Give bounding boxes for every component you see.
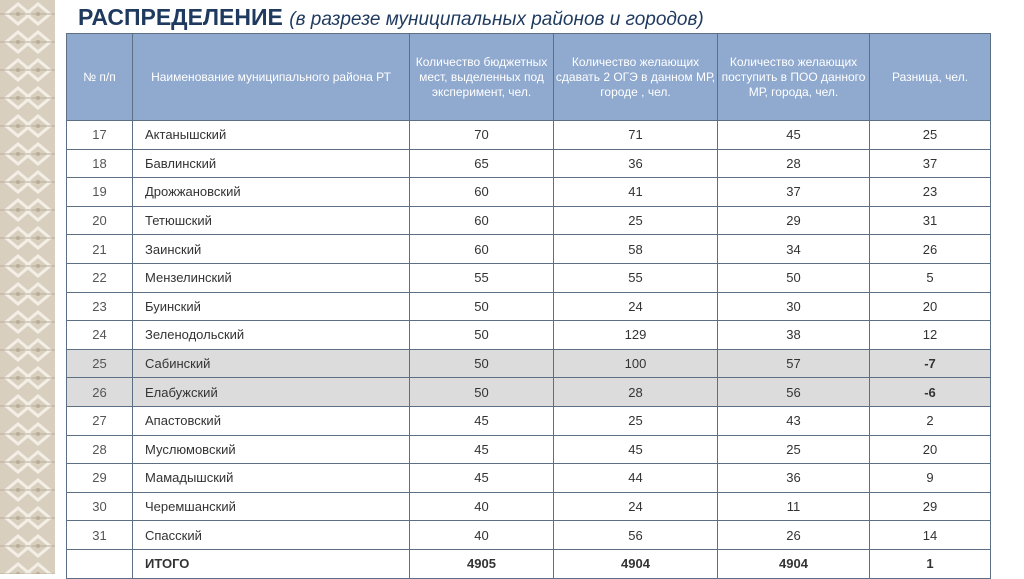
- row-number: 31: [67, 521, 133, 550]
- row-number: 26: [67, 378, 133, 407]
- header-district-name: Наименование муниципального района РТ: [133, 34, 410, 121]
- budget-places: 45: [410, 406, 554, 435]
- district-name: Муслюмовский: [133, 435, 410, 464]
- difference: 9: [870, 464, 991, 493]
- difference: -6: [870, 378, 991, 407]
- poo-applicants: 37: [718, 178, 870, 207]
- district-name: Спасский: [133, 521, 410, 550]
- total-oge-takers: 4904: [554, 549, 718, 578]
- oge-takers: 71: [554, 121, 718, 150]
- poo-applicants: 50: [718, 263, 870, 292]
- oge-takers: 58: [554, 235, 718, 264]
- budget-places: 40: [410, 521, 554, 550]
- oge-takers: 41: [554, 178, 718, 207]
- table-row: [67, 406, 991, 435]
- poo-applicants: 34: [718, 235, 870, 264]
- poo-applicants: 29: [718, 206, 870, 235]
- district-name: Мензелинский: [133, 263, 410, 292]
- difference: 12: [870, 321, 991, 350]
- budget-places: 50: [410, 321, 554, 350]
- district-name: Буинский: [133, 292, 410, 321]
- row-number: 18: [67, 149, 133, 178]
- district-name: Бавлинский: [133, 149, 410, 178]
- header-budget-places: Количество бюджетных мест, выделенных под эксперимент, чел.: [410, 34, 554, 121]
- title-subtitle: (в разрезе муниципальных районов и городов): [289, 9, 704, 30]
- poo-applicants: 45: [718, 121, 870, 150]
- poo-applicants: 11: [718, 492, 870, 521]
- row-number: 28: [67, 435, 133, 464]
- difference: 37: [870, 149, 991, 178]
- district-name: Актанышский: [133, 121, 410, 150]
- row-number: 27: [67, 406, 133, 435]
- oge-takers: 25: [554, 206, 718, 235]
- total-budget-places: 4905: [410, 549, 554, 578]
- poo-applicants: 43: [718, 406, 870, 435]
- difference: 25: [870, 121, 991, 150]
- oge-takers: 25: [554, 406, 718, 435]
- oge-takers: 28: [554, 378, 718, 407]
- budget-places: 55: [410, 263, 554, 292]
- oge-takers: 100: [554, 349, 718, 378]
- difference: -7: [870, 349, 991, 378]
- district-name: Тетюшский: [133, 206, 410, 235]
- table-row: [67, 178, 991, 207]
- oge-takers: 55: [554, 263, 718, 292]
- table-row: [67, 292, 991, 321]
- header-difference: Разница, чел.: [870, 34, 991, 121]
- budget-places: 70: [410, 121, 554, 150]
- total-label: ИТОГО: [133, 549, 410, 578]
- difference: 31: [870, 206, 991, 235]
- district-name: Елабужский: [133, 378, 410, 407]
- distribution-table: [66, 33, 991, 579]
- budget-places: 45: [410, 464, 554, 493]
- poo-applicants: 30: [718, 292, 870, 321]
- budget-places: 60: [410, 206, 554, 235]
- poo-applicants: 38: [718, 321, 870, 350]
- ornament-pattern: [0, 0, 55, 574]
- row-number: 22: [67, 263, 133, 292]
- row-number: 17: [67, 121, 133, 150]
- row-number: 29: [67, 464, 133, 493]
- poo-applicants: 26: [718, 521, 870, 550]
- difference: 26: [870, 235, 991, 264]
- district-name: Заинский: [133, 235, 410, 264]
- district-name: Мамадышский: [133, 464, 410, 493]
- difference: 20: [870, 292, 991, 321]
- oge-takers: 24: [554, 492, 718, 521]
- oge-takers: 129: [554, 321, 718, 350]
- row-number: 25: [67, 349, 133, 378]
- oge-takers: 45: [554, 435, 718, 464]
- row-number: 20: [67, 206, 133, 235]
- oge-takers: 36: [554, 149, 718, 178]
- difference: 5: [870, 263, 991, 292]
- table-row: [67, 149, 991, 178]
- table-row: [67, 464, 991, 493]
- header-number: № п/п: [67, 34, 133, 121]
- row-number: 19: [67, 178, 133, 207]
- table-row: [67, 263, 991, 292]
- budget-places: 50: [410, 378, 554, 407]
- table-row-highlighted: [67, 378, 991, 407]
- row-number: 24: [67, 321, 133, 350]
- header-oge-takers: Количество желающих сдавать 2 ОГЭ в данном МР, городе , чел.: [554, 34, 718, 121]
- oge-takers: 24: [554, 292, 718, 321]
- district-name: Черемшанский: [133, 492, 410, 521]
- page-title: [78, 4, 704, 31]
- oge-takers: 56: [554, 521, 718, 550]
- table-body: [67, 121, 991, 579]
- budget-places: 60: [410, 235, 554, 264]
- header-poo-applicants: Количество желающих поступить в ПОО данного МР, города, чел.: [718, 34, 870, 121]
- table-row: [67, 521, 991, 550]
- row-number: 30: [67, 492, 133, 521]
- poo-applicants: 25: [718, 435, 870, 464]
- difference: 2: [870, 406, 991, 435]
- district-name: Сабинский: [133, 349, 410, 378]
- title-main: РАСПРЕДЕЛЕНИЕ: [78, 4, 283, 30]
- table-row: [67, 206, 991, 235]
- oge-takers: 44: [554, 464, 718, 493]
- table-row-highlighted: [67, 349, 991, 378]
- total-difference: 1: [870, 549, 991, 578]
- table-row: [67, 121, 991, 150]
- difference: 20: [870, 435, 991, 464]
- budget-places: 45: [410, 435, 554, 464]
- budget-places: 60: [410, 178, 554, 207]
- poo-applicants: 57: [718, 349, 870, 378]
- table-row: [67, 435, 991, 464]
- district-name: Дрожжановский: [133, 178, 410, 207]
- budget-places: 50: [410, 292, 554, 321]
- poo-applicants: 56: [718, 378, 870, 407]
- row-number: 21: [67, 235, 133, 264]
- district-name: Апастовский: [133, 406, 410, 435]
- difference: 14: [870, 521, 991, 550]
- district-name: Зеленодольский: [133, 321, 410, 350]
- difference: 29: [870, 492, 991, 521]
- table-header: [67, 34, 991, 121]
- total-poo-applicants: 4904: [718, 549, 870, 578]
- table-row: [67, 235, 991, 264]
- poo-applicants: 36: [718, 464, 870, 493]
- row-number: 23: [67, 292, 133, 321]
- difference: 23: [870, 178, 991, 207]
- budget-places: 65: [410, 149, 554, 178]
- poo-applicants: 28: [718, 149, 870, 178]
- table-row: [67, 492, 991, 521]
- decorative-ornament-border: [0, 0, 55, 574]
- budget-places: 50: [410, 349, 554, 378]
- budget-places: 40: [410, 492, 554, 521]
- table-row: [67, 321, 991, 350]
